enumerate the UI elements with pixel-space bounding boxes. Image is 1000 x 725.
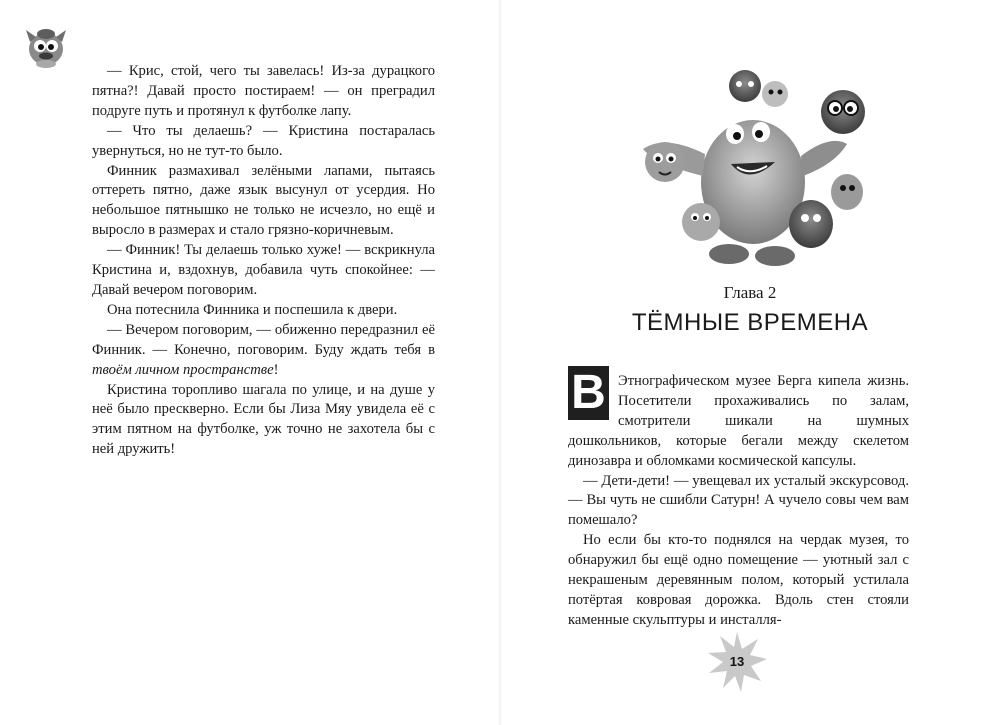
paragraph: Она потеснила Финника и поспешила к двери.	[107, 301, 398, 318]
paragraph: — Крис, стой, чего ты завелась! Из-за дурацкого пятна?! Давай просто постираем! — он преградил подруге путь и протянул к футболке лапу.	[92, 63, 435, 119]
drop-cap: В	[568, 366, 609, 420]
paragraph-text: — Вечером поговорим, — обиженно передразнил её Финник. — Конечно, поговорим. Буду ждать тебя в	[92, 321, 435, 358]
page-number-badge	[706, 631, 768, 693]
right-page	[500, 0, 1000, 725]
paragraph: Но если бы кто-то поднялся на чердак музея, то обнаружил бы ещё одно помещение — уютный зал с некрашеным деревянным полом, который устилала потёртая ковровая дорожка. Вдоль стен стояли каменные скульптуры и инсталля-	[568, 532, 909, 628]
monster-group-illustration	[625, 64, 875, 274]
paragraph: — Дети-дети! — увещевал их усталый экскурсовод. — Вы чуть не сшибли Сатурн! А чучело совы чем вам помешало?	[568, 472, 909, 529]
left-text-block	[92, 62, 435, 460]
paragraph: Кристина торопливо шагала по улице, и на душе у неё было прескверно. Если бы Лиза Мяу увидела её с этим пятном на футболке, уж точно не захотела бы с ней дружить!	[92, 381, 435, 458]
furry-monster-icon	[22, 22, 70, 70]
paragraph: Финник размахивал зелёными лапами, пытаясь оттереть пятно, даже язык высунул от усердия. Но небольшое пятнышко не только не исчезло, но ещё и выросло в размерах и стало грязно-коричневым.	[92, 162, 435, 239]
right-text-block	[568, 372, 909, 631]
paragraph: Этнографическом музее Берга кипела жизнь. Посетители прохаживались по залам, смотрители шикали на шумных дошкольников, которые бегали между скелетом динозавра и обломками космической капсулы.	[568, 373, 909, 469]
paragraph-text: !	[273, 361, 279, 378]
chapter-title: ТЁМНЫЕ ВРЕМЕНА	[631, 309, 869, 336]
italic-phrase: твоём личном пространстве	[92, 361, 274, 378]
paragraph	[92, 321, 435, 381]
paragraph: — Что ты делаешь? — Кристина постаралась увернуться, но не тут-то было.	[92, 122, 435, 159]
paragraph: — Финник! Ты делаешь только хуже! — вскрикнула Кристина и, вздохнув, добавила чуть спокойнее: — Давай вечером поговорим.	[92, 242, 435, 298]
chapter-label: Глава 2	[723, 283, 777, 302]
page-number: 13	[729, 654, 745, 669]
